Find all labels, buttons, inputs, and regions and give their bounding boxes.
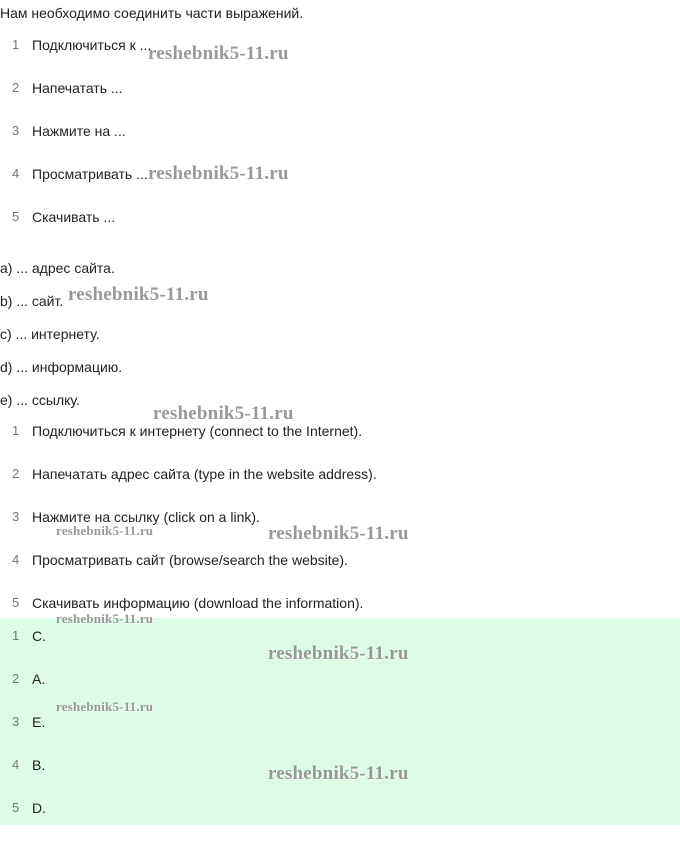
watermark: reshebnik5-11.ru xyxy=(56,699,154,714)
list-item xyxy=(0,552,680,595)
item-number: 1 xyxy=(12,37,20,52)
list-item xyxy=(0,466,680,509)
item-text: Напечатать ... xyxy=(32,80,123,96)
item-number: 1 xyxy=(12,423,20,438)
item-text: Подключиться к ... xyxy=(32,37,152,53)
item-number: 3 xyxy=(12,714,20,729)
item-number: 5 xyxy=(12,209,20,224)
list-item xyxy=(0,166,680,209)
item-text: D. xyxy=(32,800,46,816)
item-text: C. xyxy=(32,628,46,644)
watermark: reshebnik5-11.ru xyxy=(68,284,209,305)
list-item xyxy=(0,800,680,843)
option-item: d) ... информацию. xyxy=(0,359,123,375)
watermark: reshebnik5-11.ru xyxy=(148,43,289,64)
watermark: reshebnik5-11.ru xyxy=(268,763,409,784)
list-item xyxy=(0,209,680,252)
item-number: 5 xyxy=(12,800,20,815)
item-text: A. xyxy=(32,671,46,687)
item-text: B. xyxy=(32,757,46,773)
watermark: reshebnik5-11.ru xyxy=(268,643,409,664)
item-text: Подключиться к интернету (connect to the Internet). xyxy=(32,423,363,439)
watermark: reshebnik5-11.ru xyxy=(56,611,154,626)
task-list xyxy=(0,37,680,252)
item-text: Нажмите на ... xyxy=(32,123,126,139)
watermark: reshebnik5-11.ru xyxy=(153,403,294,424)
item-number: 3 xyxy=(12,123,20,138)
item-number: 5 xyxy=(12,595,20,610)
option-item: b) ... сайт. xyxy=(0,293,64,309)
item-number: 4 xyxy=(12,757,20,772)
item-number: 4 xyxy=(12,166,20,181)
item-text: Нажмите на ссылку (click on a link). xyxy=(32,509,260,525)
item-number: 3 xyxy=(12,509,20,524)
item-text: Просматривать сайт (browse/search the website). xyxy=(32,552,348,568)
watermark: reshebnik5-11.ru xyxy=(148,163,289,184)
item-number: 4 xyxy=(12,552,20,567)
item-number: 1 xyxy=(12,628,20,643)
item-number: 2 xyxy=(12,466,20,481)
list-item xyxy=(0,423,680,466)
option-item: a) ... адрес сайта. xyxy=(0,260,115,276)
item-text: E. xyxy=(32,714,46,730)
option-item: c) ... интернету. xyxy=(0,326,100,342)
list-item xyxy=(0,37,680,80)
item-text: Скачивать информацию (download the information). xyxy=(32,595,364,611)
item-text: Скачивать ... xyxy=(32,209,116,225)
item-number: 2 xyxy=(12,671,20,686)
watermark: reshebnik5-11.ru xyxy=(56,523,154,538)
watermark: reshebnik5-11.ru xyxy=(268,523,409,544)
list-item xyxy=(0,714,680,757)
item-number: 2 xyxy=(12,80,20,95)
list-item xyxy=(0,123,680,166)
item-text: Просматривать ... xyxy=(32,166,148,182)
list-item xyxy=(0,80,680,123)
option-item: e) ... ссылку. xyxy=(0,392,80,408)
item-text: Напечатать адрес сайта (type in the website address). xyxy=(32,466,377,482)
intro-text: Нам необходимо соединить части выражений. xyxy=(0,5,304,21)
